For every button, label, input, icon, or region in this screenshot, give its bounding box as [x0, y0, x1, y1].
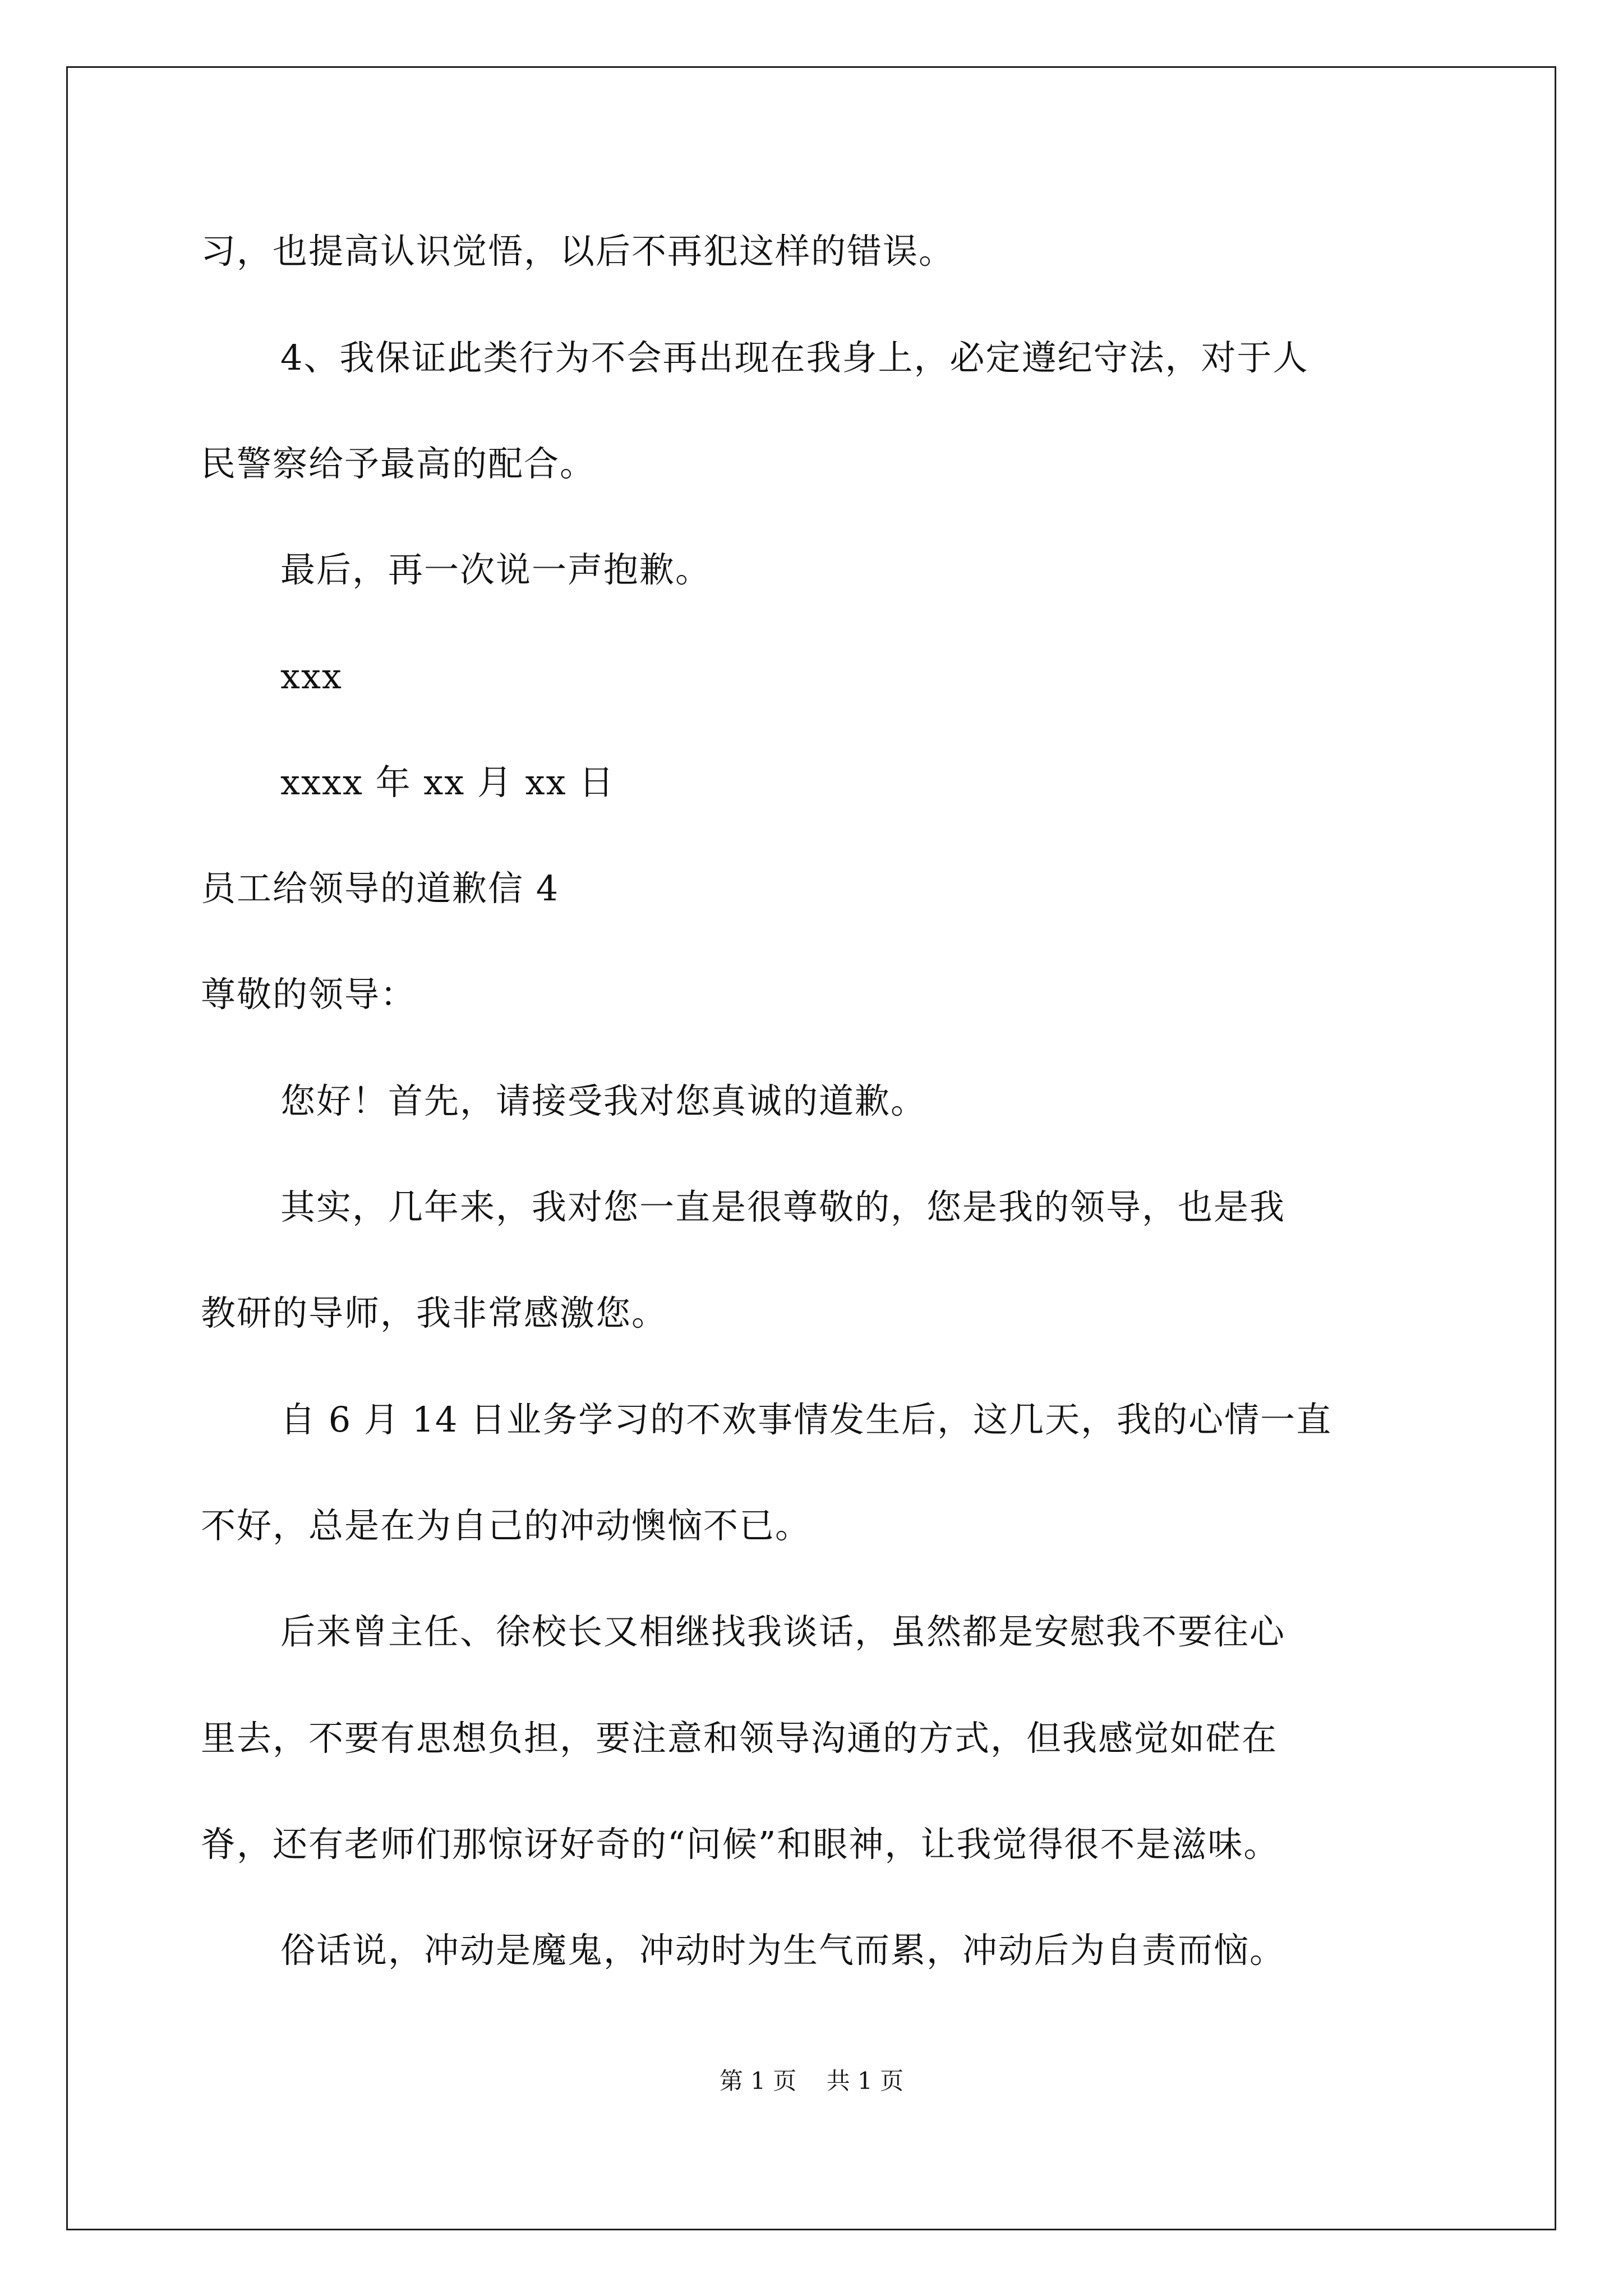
- text-line: 俗话说，冲动是魔鬼，冲动时为生气而累，冲动后为自责而恼。: [280, 1930, 1286, 1971]
- page-border: [66, 66, 1556, 2230]
- text-line: 自 6 月 14 日业务学习的不欢事情发生后，这几天，我的心情一直: [280, 1399, 1332, 1440]
- text-line: 不好，总是在为自己的冲动懊恼不已。: [201, 1505, 811, 1546]
- text-line: 后来曾主任、徐校长又相继找我谈话，虽然都是安慰我不要往心: [280, 1611, 1286, 1652]
- text-line: 最后，再一次说一声抱歉。: [280, 549, 712, 590]
- signature-name: xxx: [280, 656, 343, 697]
- text-line: 习，也提高认识觉悟，以后不再犯这样的错误。: [201, 231, 955, 272]
- letter-heading: 员工给领导的道歉信 4: [201, 868, 560, 909]
- text-line: 里去，不要有思想负担，要注意和领导沟通的方式，但我感觉如硭在: [201, 1718, 1278, 1759]
- text-line: 4、我保证此类行为不会再出现在我身上，必定遵纪守法，对于人: [280, 337, 1309, 378]
- text-line: 民警察给予最高的配合。: [201, 443, 596, 484]
- text-line: 脊，还有老师们那惊讶好奇的“问候”和眼神，让我觉得很不是滋味。: [201, 1824, 1280, 1865]
- page-number-footer: 第 1 页 共 1 页: [719, 2067, 904, 2095]
- text-line: 您好！首先，请接受我对您真诚的道歉。: [280, 1080, 927, 1121]
- text-line: 其实，几年来，我对您一直是很尊敬的，您是我的领导，也是我: [280, 1186, 1286, 1227]
- signature-date: xxxx 年 xx 月 xx 日: [280, 762, 615, 803]
- salutation: 尊敬的领导：: [201, 974, 417, 1015]
- text-line: 教研的导师，我非常感激您。: [201, 1292, 668, 1333]
